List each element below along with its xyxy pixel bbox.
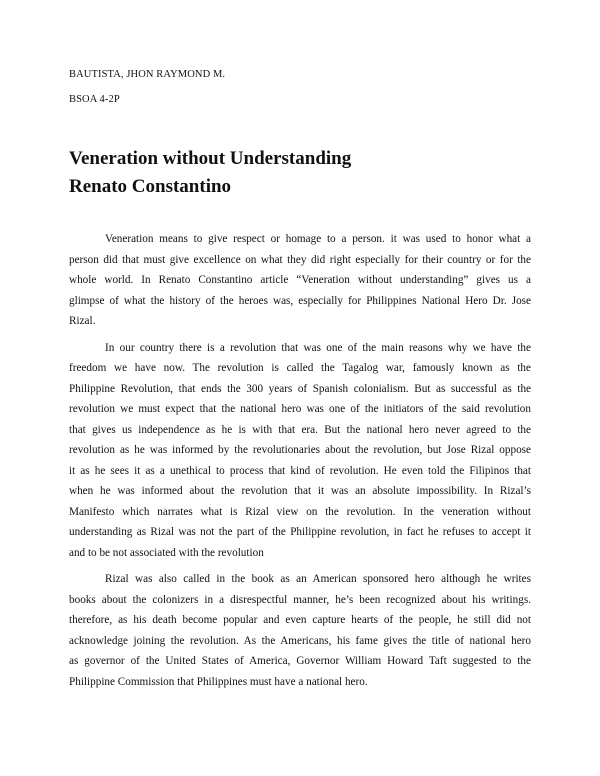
paragraph-line: Manifesto which narrates what is Rizal view on the revolution. In the veneration without (69, 505, 531, 518)
paragraph-line: person did that must give excellence on what they did right especially for their country or for the (69, 253, 531, 266)
paragraph-line: Rizal. (69, 315, 96, 327)
paragraph-line: that gives us independence as he is with that era. But the national hero never agreed to the (69, 423, 531, 436)
paragraph-line: acknowledge joining the revolution. As the Americans, his fame gives the title of national hero (69, 634, 531, 647)
paragraph-line: Philippine Revolution, that ends the 300 years of Spanish colonialism. But as successful as the (69, 382, 531, 395)
paragraph-line: freedom we have now. The revolution is called the Tagalog war, famously known as the (69, 362, 531, 374)
paragraph-line: and to be not associated with the revolution (69, 546, 264, 559)
paragraph-line: Philippine Commission that Philippines must have a national hero. (69, 675, 368, 688)
document-title (69, 145, 351, 201)
paragraph-line: as governor of the United States of America, Governor William Howard Taft suggested to the (69, 655, 531, 667)
paragraph-line: therefore, as his death become popular and even capture hearts of the people, he still did not (69, 614, 531, 626)
paragraph (69, 229, 531, 332)
title-line-2: Renato Constantino (69, 176, 232, 197)
title-line-1: Veneration without Understanding (69, 148, 352, 169)
paragraph-line: whole world. In Renato Constantino article “Veneration without understanding” gives us a (69, 274, 531, 286)
class-section: BSOA 4-2P (69, 94, 120, 105)
paragraph-line: revolution as he was informed by the revolutionaries about the revolution, but Jose Rizal oppose (69, 444, 531, 456)
paragraph-line: revolution we must expect that the national hero was one of the initiators of the said revolution (69, 403, 531, 415)
paragraph-line: when he was informed about the revolution that it was an absolute impossibility. In Rizal’s (69, 485, 531, 497)
paragraph-line: understanding as Rizal was not the part of the Philippine revolution, in fact he refuses to accept it (69, 526, 531, 538)
paragraph-line: books about the colonizers in a disrespectful manner, he’s been recognized about his writings. (69, 593, 531, 606)
paragraph-line: Veneration means to give respect or homage to a person. it was used to honor what a (105, 233, 531, 245)
author-name: BAUTISTA, JHON RAYMOND M. (69, 69, 226, 80)
paragraph (69, 569, 531, 692)
paragraph-line: In our country there is a revolution that was one of the main reasons why we have the (105, 341, 531, 354)
paragraph-line: glimpse of what the history of the heroes was, especially for Philippines National Hero Dr. Jose (69, 294, 531, 307)
document-body (69, 229, 531, 698)
paragraph-line: Rizal was also called in the book as an American sponsored hero although he writes (105, 573, 531, 585)
paragraph-line: it as he sees it as a unethical to process that kind of revolution. He even told the Filipinos that (69, 464, 531, 477)
paragraph (69, 338, 531, 564)
